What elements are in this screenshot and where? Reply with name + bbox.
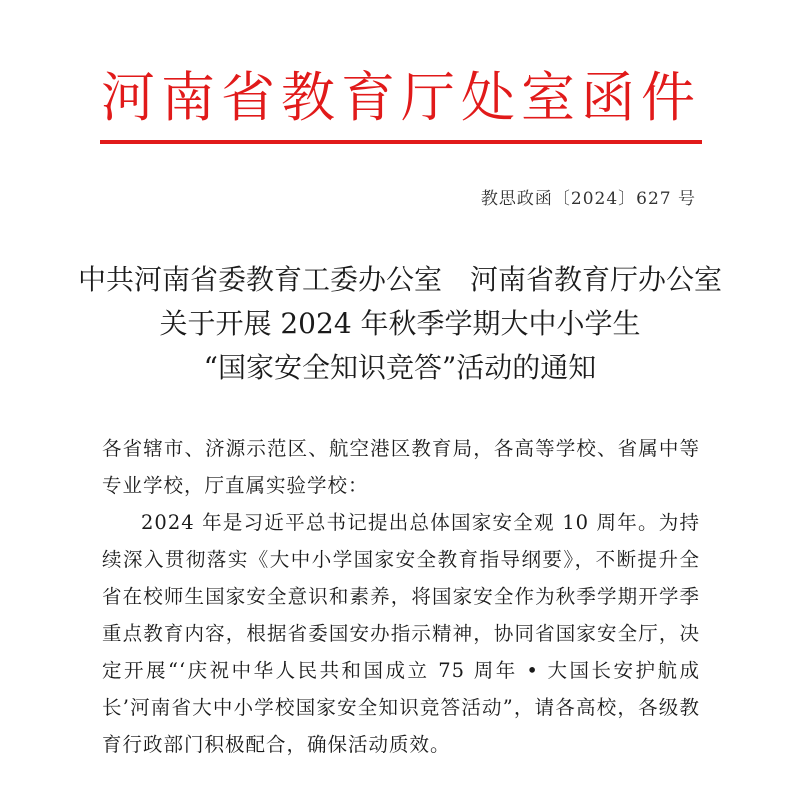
red-divider-rule xyxy=(100,140,702,144)
body-paragraph-1: 2024 年是习近平总书记提出总体国家安全观 10 周年。为持续深入贯彻落实《大中小学国家安全教育指导纲要》，不断提升全省在校师生国家安全意识和素养，将国家安全作为秋季学期开学季重点教育内容，根据省委国安办指示精神，协同省国家安全厅，决定开展“‘庆祝中华人民共和国成立 75 周年 • 大国长安护航成长’河南省大中小学校国家安全知识竞答活动”，请各高校，各级教育行政部门积极配合，确保活动质效。 xyxy=(102,511,700,756)
notice-title xyxy=(60,258,740,390)
title-line-3: “国家安全知识竞答”活动的通知 xyxy=(203,351,597,384)
document-number: 教思政函〔2024〕627 号 xyxy=(480,189,696,209)
title-line-2: 关于开展 2024 年秋季学期大中小学生 xyxy=(159,307,641,340)
letterhead-title: 河南省教育厅处室函件 xyxy=(101,66,701,129)
title-line-1: 中共河南省委教育工委办公室 河南省教育厅办公室 xyxy=(77,263,722,296)
document-body xyxy=(102,430,700,763)
addressee-line: 各省辖市、济源示范区、航空港区教育局，各高等学校、省属中等专业学校，厅直属实验学校： xyxy=(102,437,700,497)
